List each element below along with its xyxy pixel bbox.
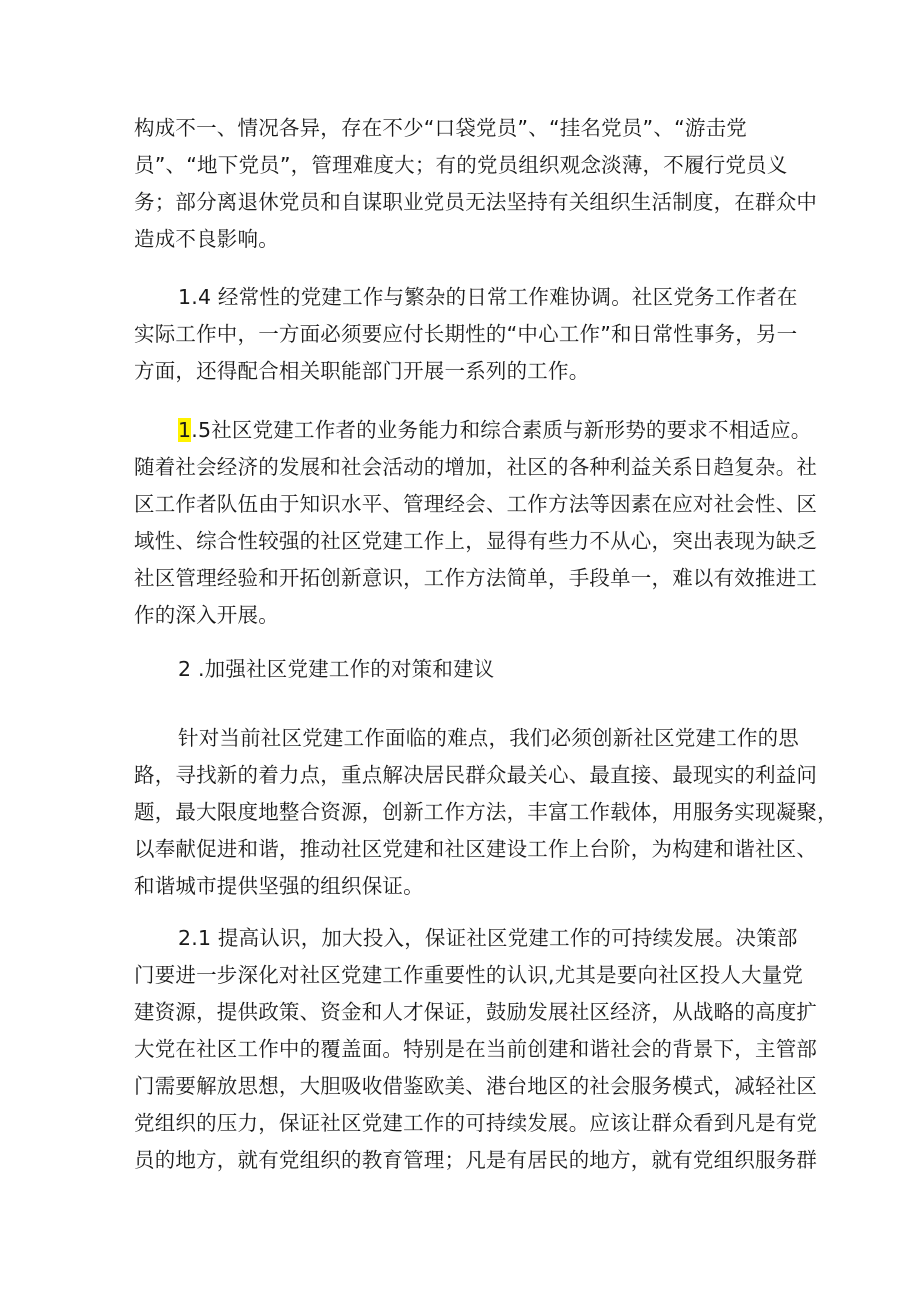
text-line: 和谐城市提供坚强的组织保证。 xyxy=(134,874,424,898)
text-line: 随着社会经济的发展和社会活动的增加，社区的各种利益关系日趋复杂。社 xyxy=(134,455,818,479)
text-line: 题，最大限度地整合资源，创新工作方法，丰富工作载体，用服务实现凝聚， xyxy=(134,800,838,824)
heading-line: 2 .加强社区党建工作的对策和建议 xyxy=(178,657,495,681)
paragraph-section-1-4 xyxy=(134,279,798,390)
text-line: 门需要解放思想，大胆吸收借鉴欧美、港台地区的社会服务模式，减轻社区 xyxy=(134,1074,818,1098)
text-line-rest: .5社区党建工作者的业务能力和综合素质与新形势的要求不相适应。 xyxy=(191,418,812,442)
text-line: 针对当前社区党建工作面临的难点，我们必须创新社区党建工作的思 xyxy=(178,726,799,750)
text-line: 社区管理经验和开拓创新意识，工作方法简单，手段单一，难以有效推进工 xyxy=(134,566,818,590)
text-line: 以奉献促进和谐，推动社区党建和社区建设工作上台阶，为构建和谐社区、 xyxy=(134,837,818,861)
text-line: 构成不一、情况各异，存在不少“口袋党员”、“挂名党员”、“游击党 xyxy=(134,116,748,140)
text-line: 方面，还得配合相关职能部门开展一系列的工作。 xyxy=(134,359,590,383)
text-line: 作的深入开展。 xyxy=(134,603,279,627)
paragraph-section-1-5 xyxy=(134,412,818,634)
text-line: 员”、“地下党员”，管理难度大；有的党员组织观念淡薄，不履行党员义 xyxy=(134,153,788,177)
paragraph-party-members xyxy=(134,110,818,258)
text-line: 1.4 经常性的党建工作与繁杂的日常工作难协调。社区党务工作者在 xyxy=(178,285,798,309)
text-line: 实际工作中，一方面必须要应付长期性的“中心工作”和日常性事务，另一 xyxy=(134,322,798,346)
section-heading-2 xyxy=(134,651,794,688)
paragraph-section-2-1 xyxy=(134,920,818,1179)
text-line: 大党在社区工作中的覆盖面。特别是在当前创建和谐社会的背景下，主管部 xyxy=(134,1037,818,1061)
text-line: 员的地方，就有党组织的教育管理；凡是有居民的地方，就有党组织服务群 xyxy=(134,1148,818,1172)
text-line: 区工作者队伍由于知识水平、管理经会、工作方法等因素在应对社会性、区 xyxy=(134,492,818,516)
text-line: 2.1 提高认识，加大投入，保证社区党建工作的可持续发展。决策部 xyxy=(178,926,798,950)
paragraph-countermeasures xyxy=(134,720,838,905)
text-line: 门要进一步深化对社区党建工作重要性的认识,尤其是要向社区投人大量党 xyxy=(134,963,804,987)
text-line: 务；部分离退休党员和自谋职业党员无法坚持有关组织生活制度，在群众中 xyxy=(134,190,818,214)
text-line xyxy=(134,412,812,449)
text-line: 建资源，提供政策、资金和人才保证，鼓励发展社区经济，从战略的高度扩 xyxy=(134,1000,818,1024)
highlighted-text: 1 xyxy=(178,418,192,442)
text-line: 域性、综合性较强的社区党建工作上，显得有些力不从心，突出表现为缺乏 xyxy=(134,529,818,553)
text-line: 路，寻找新的着力点，重点解决居民群众最关心、最直接、最现实的利益问 xyxy=(134,763,818,787)
text-line: 党组织的压力，保证社区党建工作的可持续发展。应该让群众看到凡是有党 xyxy=(134,1111,818,1135)
text-line: 造成不良影响。 xyxy=(134,227,279,251)
